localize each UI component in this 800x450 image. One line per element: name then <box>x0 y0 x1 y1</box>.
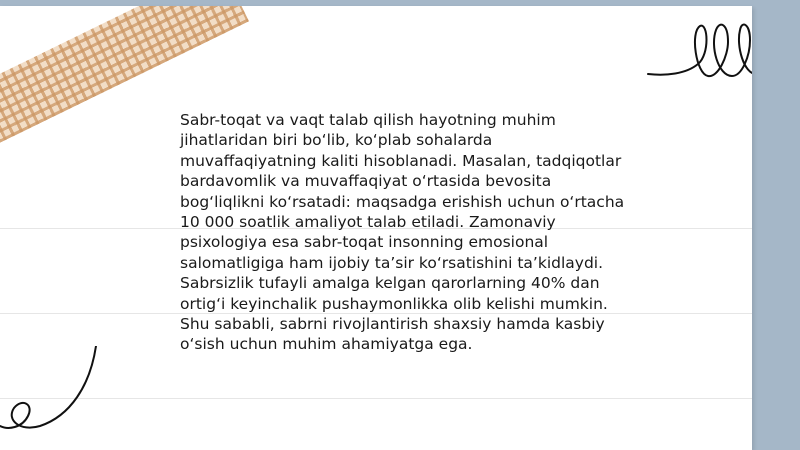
note-paper <box>0 6 752 450</box>
body-paragraph: Sabr-toqat va vaqt talab qilish hayotning muhim jihatlaridan biri bo‘lib, ko‘plab sohalarda muvaffaqiyatning kaliti hisoblanadi. Masalan, tadqiqotlar bardavomlik va muvaffaqiyat o‘rtasida bevosita bog‘liqlikni ko‘rsatadi: maqsadga erishish uchun o‘rtacha 10 000 soatlik amaliyot talab etiladi. Zamonaviy psixologiya esa sabr-toqat insonning emosional salomatligiga ham ijobiy ta’sir ko‘rsatishini ta’kidlaydi. Sabrsizlik tufayli amalga kelgan qarorlarning 40% dan ortig‘i keyinchalik pushaymonlikka olib kelishi mumkin. Shu sababli, sabrni rivojlantirish shaxsiy hamda kasbiy o‘sish uchun muhim ahamiyatga ega. <box>180 111 625 354</box>
paper-rule-line <box>0 398 752 399</box>
scribble-loop-icon <box>0 346 110 450</box>
scribble-coil-icon <box>646 16 752 86</box>
